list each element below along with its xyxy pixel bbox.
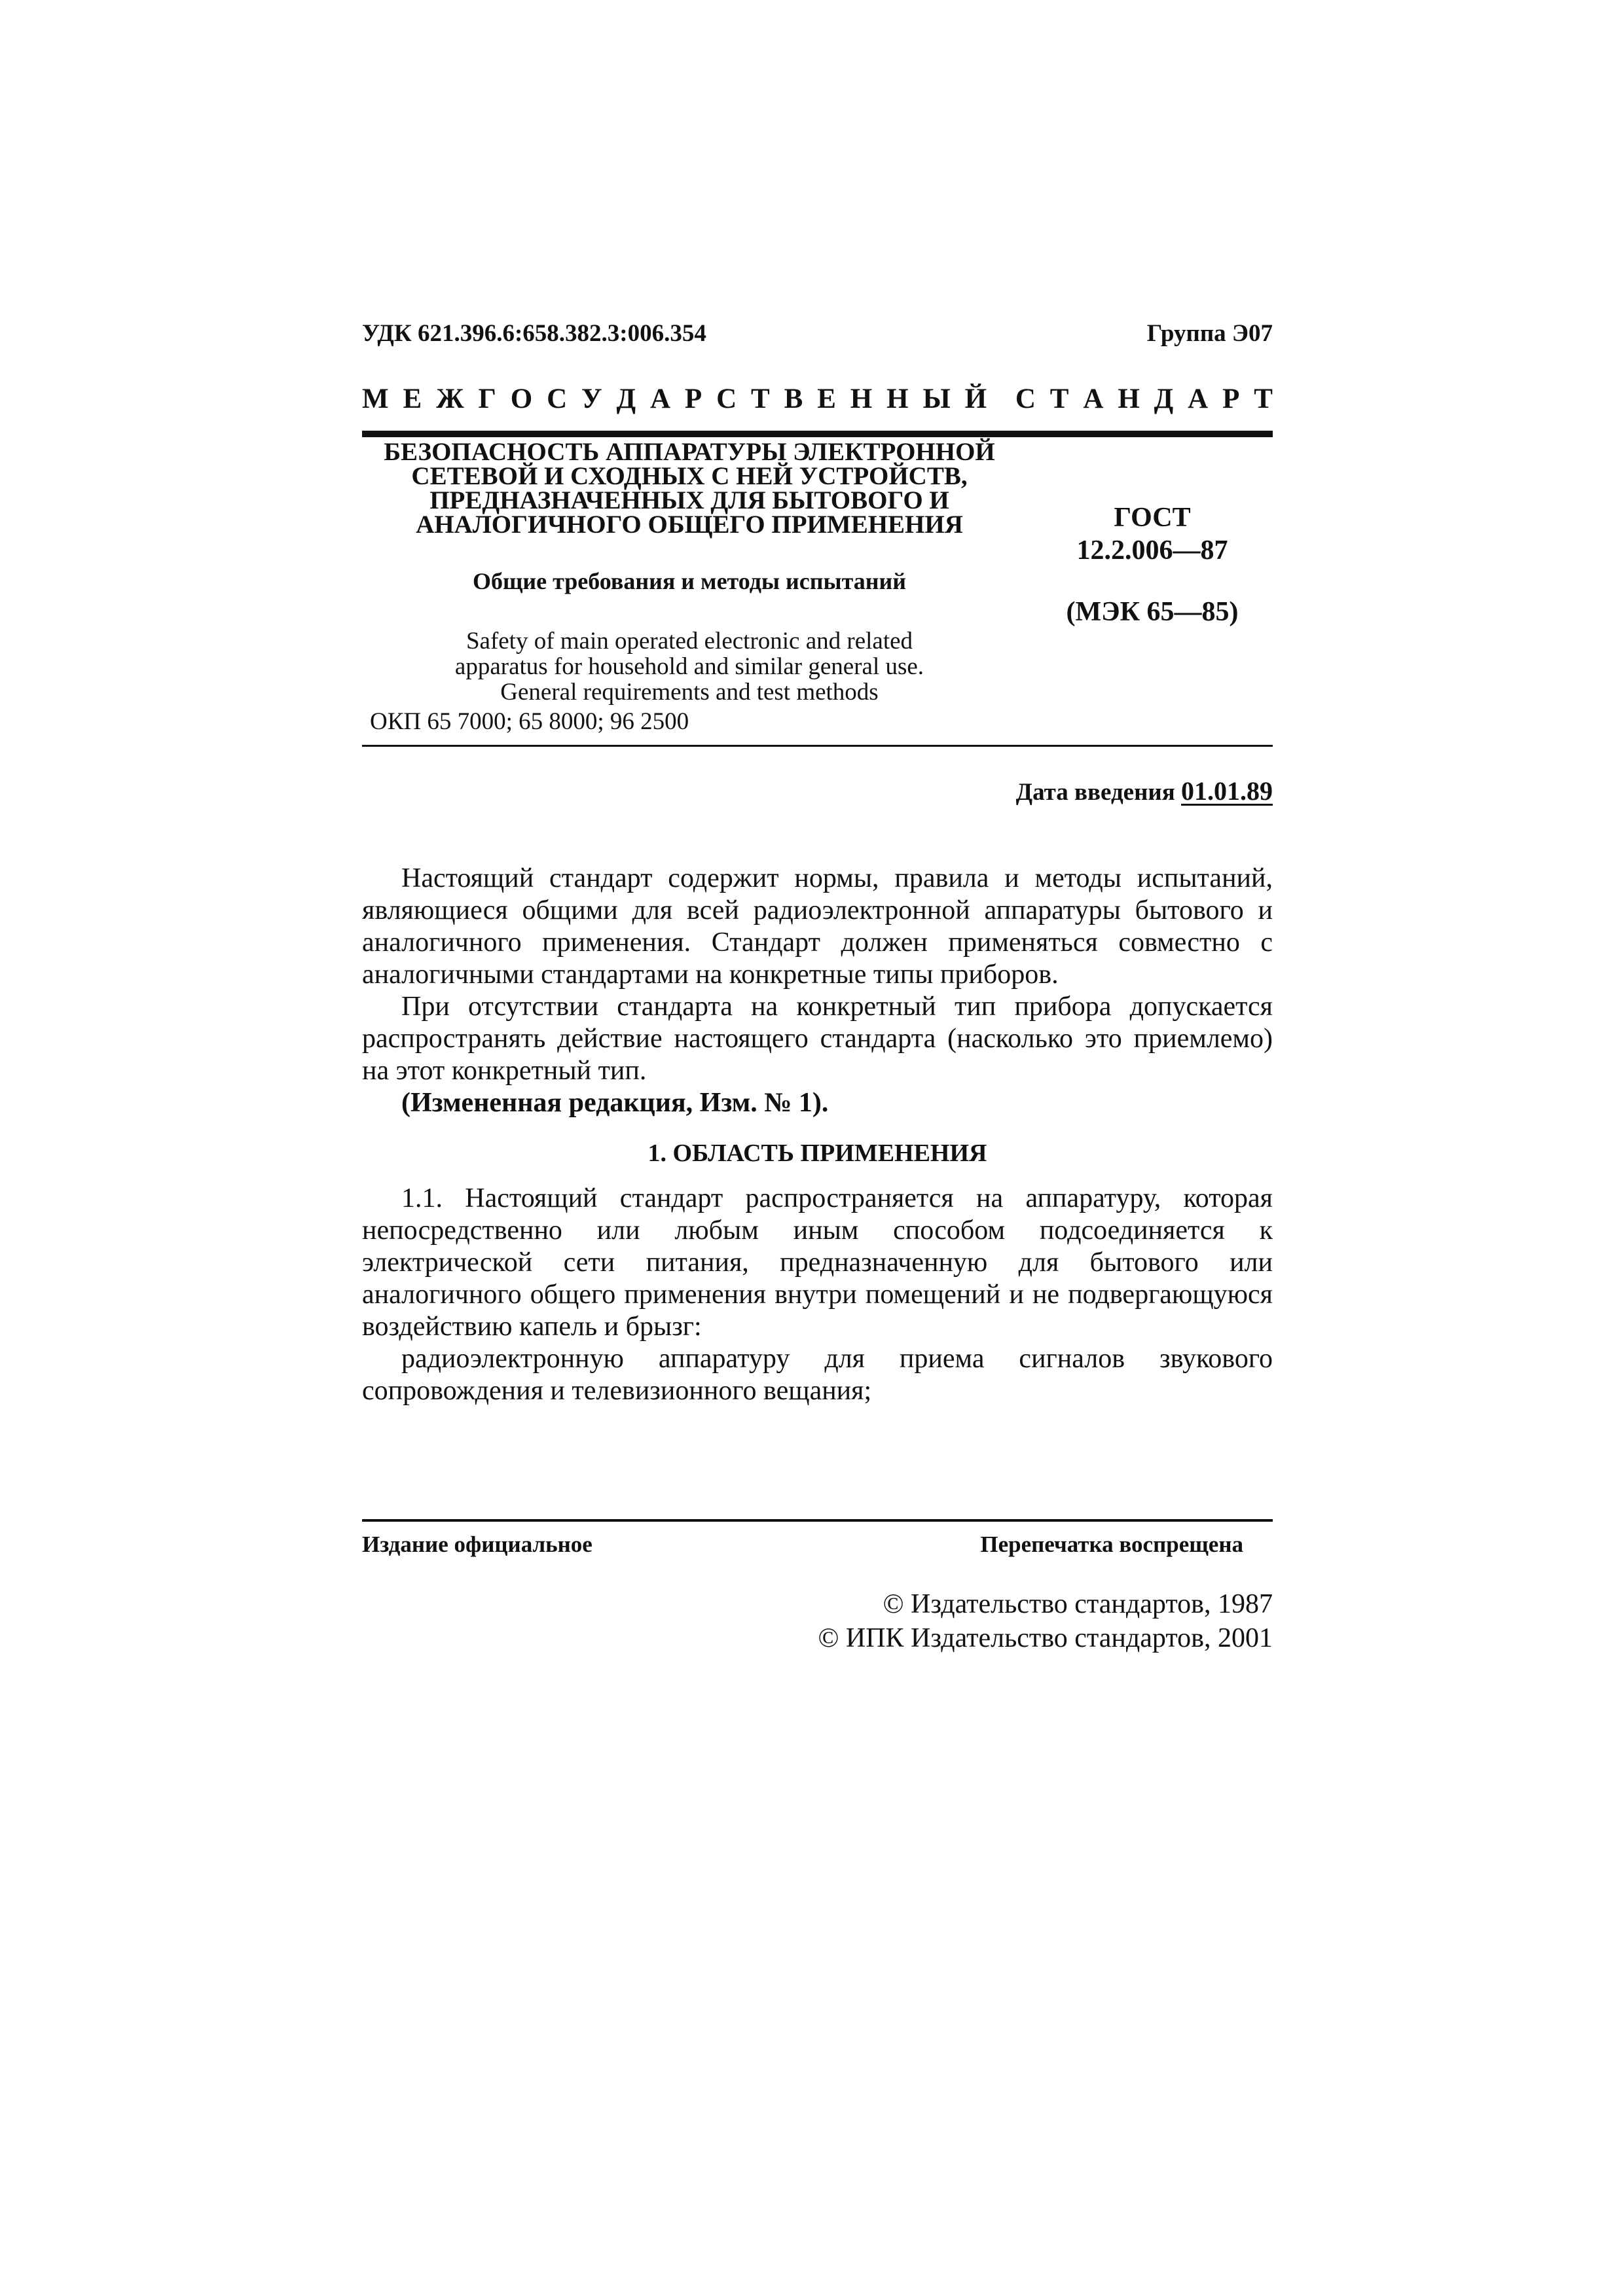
- title-line: СЕТЕВОЙ И СХОДНЫХ С НЕЙ УСТРОЙСТВ,: [411, 462, 968, 490]
- gost-designation: [1034, 501, 1270, 628]
- heading-letter: С: [716, 384, 737, 414]
- heading-letter: В: [784, 384, 803, 414]
- title-en-line: General requirements and test methods: [500, 679, 879, 706]
- group-code: Группа Э07: [1146, 320, 1273, 347]
- heading-letter: Р: [684, 384, 702, 414]
- heading-letter: М: [362, 384, 389, 414]
- heading-letter: Н: [850, 384, 873, 414]
- heading-letter: А: [1188, 384, 1209, 414]
- intro-date-value: 01.01.89: [1181, 776, 1273, 806]
- header-thick-rule: [362, 431, 1273, 437]
- heading-letter: Д: [1154, 384, 1174, 414]
- udk-code: УДК 621.396.6:658.382.3:006.354: [362, 320, 706, 347]
- copyright-line: © Издательство стандартов, 1987: [883, 1589, 1273, 1619]
- copyright-block: [818, 1587, 1273, 1655]
- interstate-standard-heading: [362, 383, 1273, 415]
- heading-letter: Р: [1222, 384, 1240, 414]
- title-en-line: Safety of main operated electronic and related: [465, 628, 913, 655]
- standard-title-ru: [362, 440, 1017, 537]
- heading-letter: Г: [478, 384, 496, 414]
- header-thin-rule: [362, 745, 1273, 747]
- okp-codes: ОКП 65 7000; 65 8000; 96 2500: [370, 708, 689, 735]
- heading-letter: Е: [403, 384, 422, 414]
- title-en-line: apparatus for household and similar general use.: [454, 653, 924, 680]
- heading-letter: Ж: [436, 384, 464, 414]
- heading-letter: Н: [886, 384, 909, 414]
- heading-letter: Ы: [922, 384, 951, 414]
- title-line: БЕЗОПАСНОСТЬ АППАРАТУРЫ ЭЛЕКТРОННОЙ: [384, 438, 995, 466]
- section-heading: 1. ОБЛАСТЬ ПРИМЕНЕНИЯ: [647, 1139, 987, 1167]
- body-text: [362, 863, 1273, 1407]
- heading-letter: С: [1015, 384, 1036, 414]
- gost-label: ГОСТ: [1114, 503, 1191, 533]
- paragraph: Настоящий стандарт содержит нормы, правила и методы испытаний, являющиеся общими для всей радиоэлектронной аппаратуры бытового и аналогичного применения. Стандарт должен применяться совместно с аналогичными стандартами на конкретные типы приборов.: [362, 863, 1273, 990]
- intro-date-label: Дата введения: [1015, 779, 1175, 806]
- gost-number: 12.2.006—87: [1076, 535, 1228, 565]
- heading-letter: Т: [1254, 384, 1273, 414]
- heading-letter: А: [649, 384, 671, 414]
- paragraph: 1.1. Настоящий стандарт распространяется на аппаратуру, которая непосредственно или любым иным способом подсоединяется к электрической сети питания, предназначенную для бытового или аналогичного общего применения внутри помещений и не подвергающуюся воздействию капель и брызг:: [362, 1183, 1273, 1342]
- official-edition-note: Издание официальное: [362, 1532, 593, 1557]
- heading-letter: Д: [616, 384, 636, 414]
- heading-letter: А: [1083, 384, 1104, 414]
- heading-letter: Н: [1118, 384, 1140, 414]
- heading-letter: Й: [964, 384, 987, 414]
- heading-letter: Т: [1049, 384, 1069, 414]
- footer-rule: [362, 1519, 1273, 1522]
- heading-letter: Е: [817, 384, 836, 414]
- iec-reference: (МЭК 65—85): [1066, 597, 1239, 627]
- amendment-note: (Измененная редакция, Изм. № 1).: [401, 1088, 829, 1118]
- title-line: АНАЛОГИЧНОГО ОБЩЕГО ПРИМЕНЕНИЯ: [416, 511, 963, 539]
- heading-letter: Т: [751, 384, 770, 414]
- title-line: ПРЕДНАЗНАЧЕННЫХ ДЛЯ БЫТОВОГО И: [429, 486, 949, 514]
- copyright-line: © ИПК Издательство стандартов, 2001: [818, 1623, 1273, 1653]
- heading-letter: С: [547, 384, 568, 414]
- standard-subtitle-ru: Общие требования и методы испытаний: [473, 568, 906, 594]
- heading-letter: У: [581, 384, 602, 414]
- title-block: [362, 440, 1017, 705]
- reprint-prohibited-note: Перепечатка воспрещена: [980, 1532, 1243, 1557]
- paragraph: При отсутствии стандарта на конкретный тип прибора допускается распространять действие настоящего стандарта (насколько это приемлемо) на этот конкретный тип.: [362, 992, 1273, 1086]
- paragraph: радиоэлектронную аппаратуру для приема сигналов звукового сопровождения и телевизионного вещания;: [362, 1344, 1273, 1406]
- intro-date: [1016, 776, 1273, 806]
- standard-title-en: [362, 628, 1017, 705]
- heading-letter: О: [510, 384, 533, 414]
